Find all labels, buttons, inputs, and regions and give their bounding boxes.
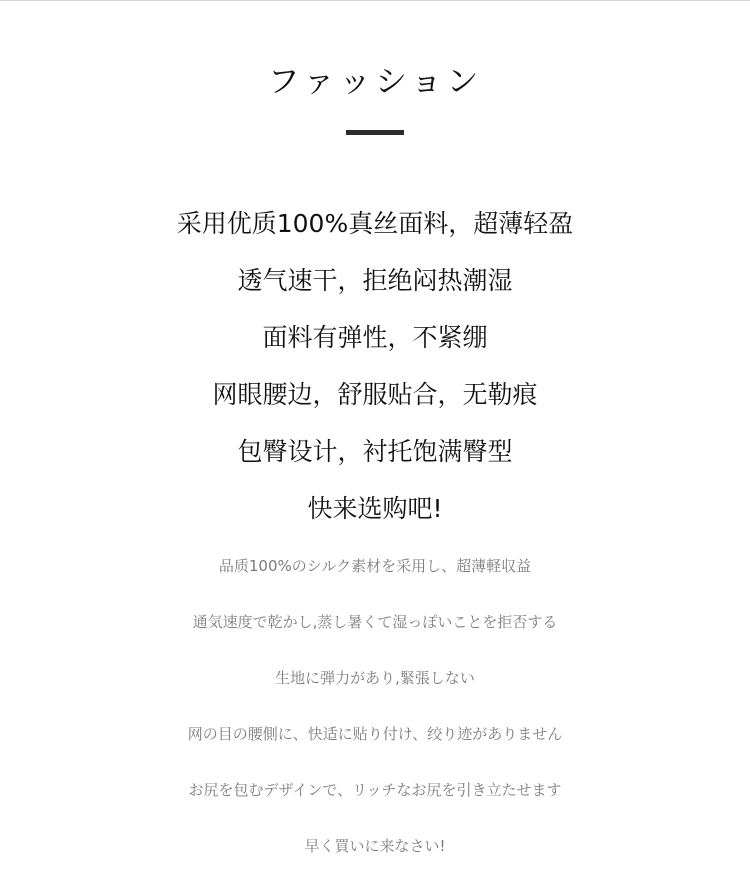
chinese-feature-line: 网眼腰边，舒服贴合，无勒痕	[212, 380, 538, 409]
title-divider	[346, 130, 404, 135]
page-title: ファッション	[267, 62, 483, 100]
japanese-call-to-action: 早く買いに来なさい!	[304, 837, 446, 855]
japanese-feature-line: 网の目の腰側に、快适に贴り付け、绞り迹がありません	[187, 725, 563, 743]
chinese-feature-line: 包臀设计，衬托饱满臀型	[237, 437, 513, 466]
chinese-call-to-action: 快来选购吧!	[307, 494, 443, 523]
chinese-feature-line: 面料有弹性，不紧绷	[262, 323, 488, 352]
japanese-feature-line: 通気速度で乾かし,蒸し暑くて湿っぽいことを拒否する	[192, 613, 558, 631]
japanese-feature-line: 品质100%のシルク素材を采用し、超薄軽収益	[218, 557, 532, 575]
chinese-feature-line: 透气速干，拒绝闷热潮湿	[237, 266, 513, 295]
top-border-line	[0, 0, 750, 1]
japanese-feature-line: お尻を包むデザインで、リッチなお尻を引き立たせます	[188, 781, 562, 799]
japanese-feature-line: 生地に弾力があり,緊張しない	[275, 669, 475, 687]
chinese-feature-line: 采用优质100%真丝面料，超薄轻盈	[176, 209, 574, 238]
